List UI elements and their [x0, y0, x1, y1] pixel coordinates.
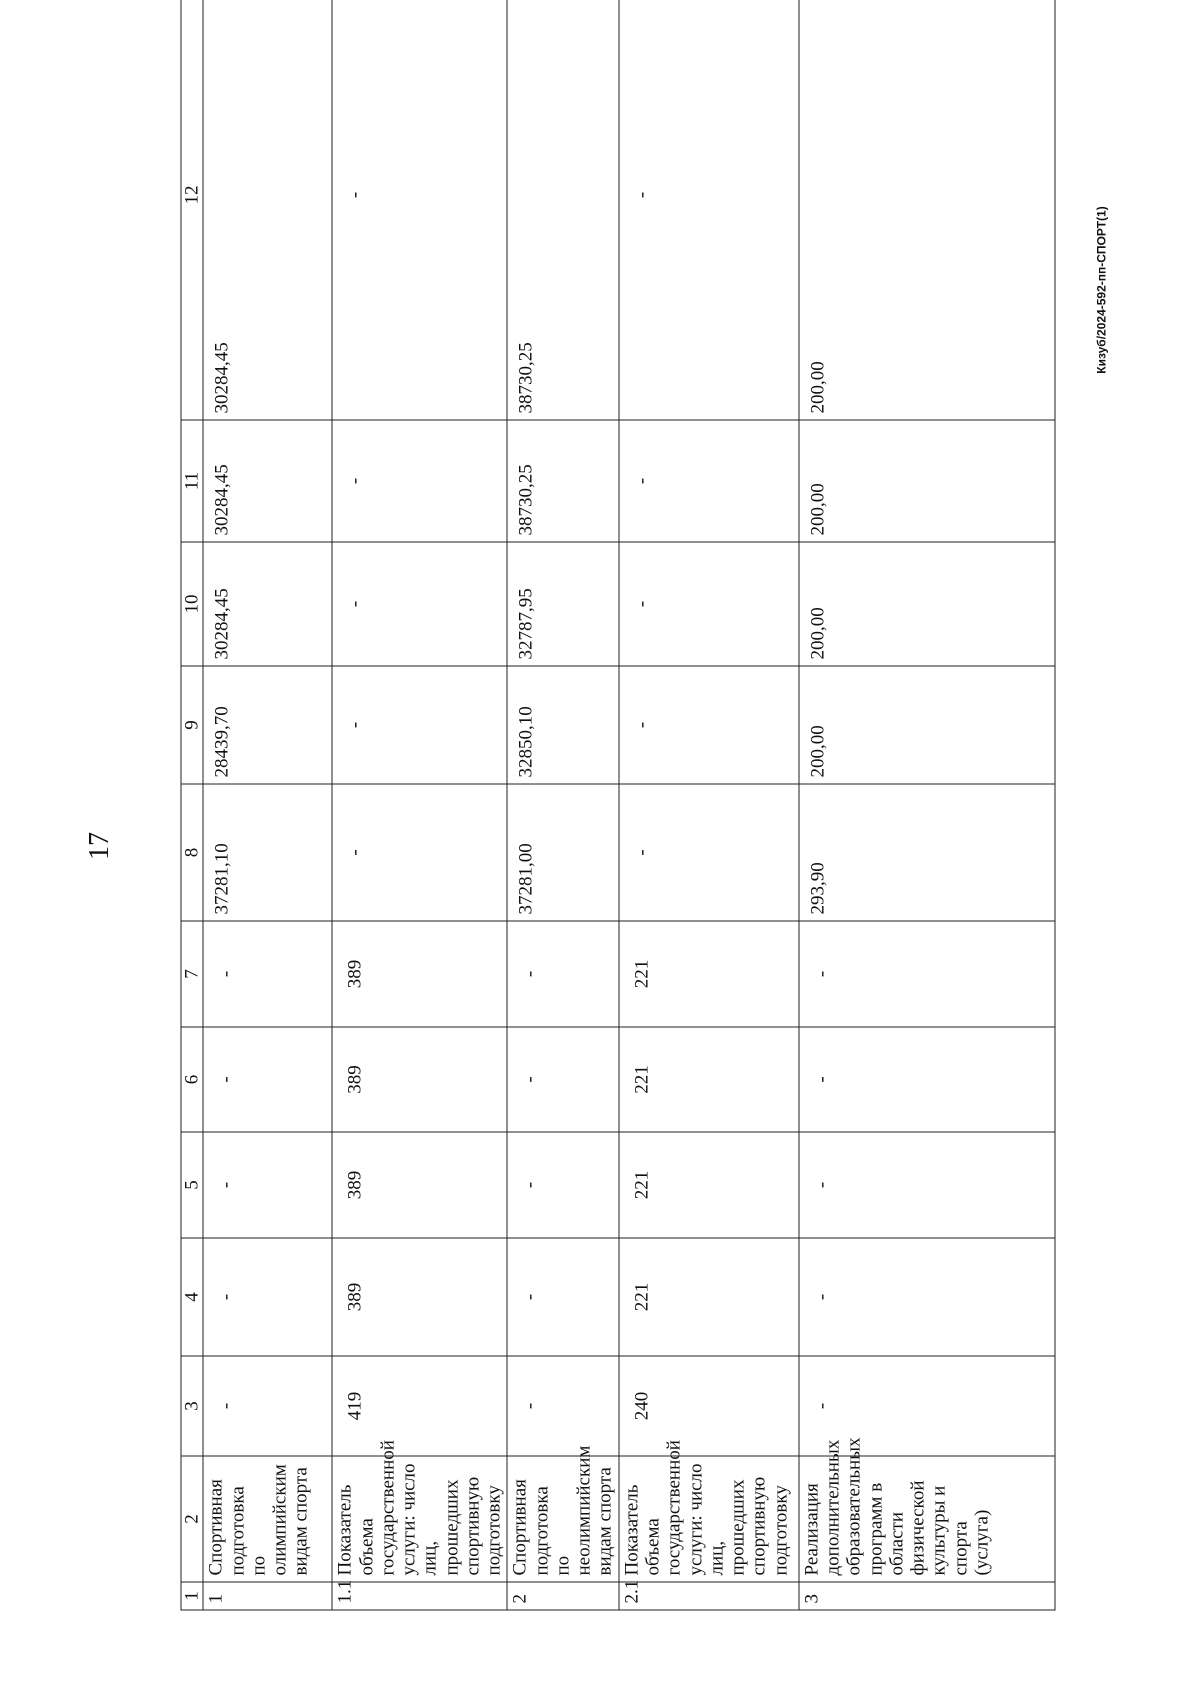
- cell: -: [618, 542, 798, 666]
- cell: -: [798, 1027, 1054, 1132]
- cell: 389: [332, 1027, 507, 1132]
- cell: -: [332, 784, 507, 921]
- document-code: [1082, 160, 1122, 420]
- table-row: [798, 0, 1054, 1610]
- column-header: 5: [181, 1132, 203, 1238]
- cell: 221: [618, 1132, 798, 1238]
- cell: -: [798, 921, 1054, 1027]
- cell: 38730,25: [507, 0, 618, 420]
- cell: 389: [332, 921, 507, 1027]
- cell: -: [203, 1132, 332, 1238]
- cell: 240: [618, 1356, 798, 1456]
- page-number: 17: [84, 832, 115, 860]
- cell: 38730,25: [507, 420, 618, 542]
- row-number: 2: [507, 1582, 618, 1610]
- cell: 37281,00: [507, 784, 618, 921]
- column-header: 9: [181, 666, 203, 784]
- cell: -: [203, 1027, 332, 1132]
- row-number: 3: [798, 1582, 1054, 1610]
- cell: 221: [618, 1238, 798, 1356]
- column-header: 6: [181, 1027, 203, 1132]
- cell: 200,00: [798, 0, 1054, 420]
- row-description: Спортивная подготовка по олимпийским видам спорта: [203, 1456, 332, 1582]
- column-header: 11: [181, 420, 203, 542]
- cell: -: [507, 1132, 618, 1238]
- cell: 30284,45: [203, 542, 332, 666]
- document-code-text: Кизуб/2024-592-пп-СПОРТ(1): [1095, 206, 1109, 374]
- cell: -: [507, 1356, 618, 1456]
- table-row: [618, 0, 798, 1610]
- column-header: 2: [181, 1456, 203, 1582]
- row-description: Показатель объема государственной услуги: число лиц, прошедших спортивную подготовку: [332, 1456, 507, 1582]
- column-header: 7: [181, 921, 203, 1027]
- cell: 32850,10: [507, 666, 618, 784]
- cell: -: [203, 921, 332, 1027]
- cell: 37281,10: [203, 784, 332, 921]
- cell: 389: [332, 1132, 507, 1238]
- cell: -: [618, 666, 798, 784]
- cell: -: [332, 420, 507, 542]
- cell: 28439,70: [203, 666, 332, 784]
- cell: 200,00: [798, 666, 1054, 784]
- row-number: 1.1: [332, 1582, 507, 1610]
- row-description: Спортивная подготовка по неолимпийским видам спорта: [507, 1456, 618, 1582]
- cell: -: [332, 0, 507, 420]
- cell: -: [618, 420, 798, 542]
- table-row: [507, 0, 618, 1610]
- column-header: 8: [181, 784, 203, 921]
- cell: 30284,45: [203, 0, 332, 420]
- cell: 32787,95: [507, 542, 618, 666]
- column-header: 12: [181, 0, 203, 420]
- cell: 200,00: [798, 542, 1054, 666]
- row-description: Реализация дополнительных образовательных программ в области физической культуры и спорта (услуга): [798, 1456, 1054, 1582]
- cell: -: [332, 666, 507, 784]
- cell: 293,90: [798, 784, 1054, 921]
- cell: -: [203, 1238, 332, 1356]
- rotated-table-wrapper: [180, 70, 1055, 1610]
- cell: -: [798, 1132, 1054, 1238]
- cell: 389: [332, 1238, 507, 1356]
- column-header: 10: [181, 542, 203, 666]
- cell: -: [332, 542, 507, 666]
- header-row: [181, 0, 203, 1610]
- cell: -: [798, 1356, 1054, 1456]
- column-header: 3: [181, 1356, 203, 1456]
- cell: -: [798, 1238, 1054, 1356]
- row-description: Показатель объема государственной услуги: число лиц, прошедших спортивную подготовку: [618, 1456, 798, 1582]
- cell: -: [618, 784, 798, 921]
- cell: 221: [618, 1027, 798, 1132]
- cell: -: [618, 0, 798, 420]
- cell: -: [507, 921, 618, 1027]
- cell: -: [203, 1356, 332, 1456]
- table-row: [332, 0, 507, 1610]
- cell: 419: [332, 1356, 507, 1456]
- cell: -: [507, 1238, 618, 1356]
- cell: 221: [618, 921, 798, 1027]
- column-header: 1: [181, 1582, 203, 1610]
- table-row: [203, 0, 332, 1610]
- cell: -: [507, 1027, 618, 1132]
- cell: 200,00: [798, 420, 1054, 542]
- row-number: 1: [203, 1582, 332, 1610]
- cell: 30284,45: [203, 420, 332, 542]
- column-header: 4: [181, 1238, 203, 1356]
- row-number: 2.1: [618, 1582, 798, 1610]
- budget-table: [180, 0, 1055, 1610]
